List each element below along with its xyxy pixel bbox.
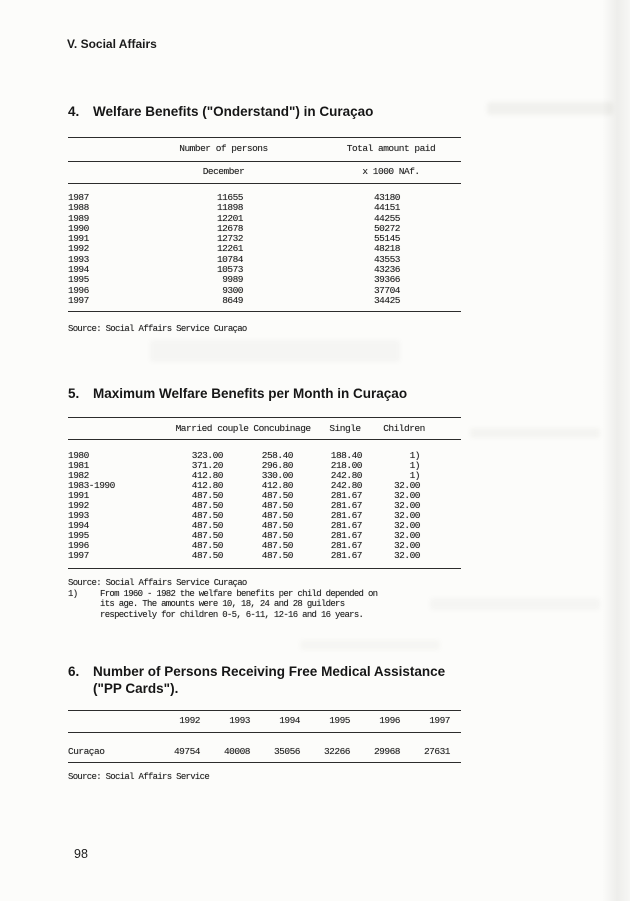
source-note: Source: Social Affairs Service Curaçao <box>68 578 247 588</box>
amount-cell: 43236 <box>373 264 400 276</box>
t4-amount-column-subheader: x 1000 NAf. <box>362 166 420 178</box>
table-row <box>68 193 461 203</box>
amount-cell: 39366 <box>373 274 400 286</box>
year-column-header: 1996 <box>379 715 400 727</box>
persons-cell: 11898 <box>216 202 243 214</box>
year-cell: 1994 <box>68 264 89 276</box>
children-cell: 32.00 <box>393 540 420 551</box>
persons-cell: 12201 <box>216 212 243 224</box>
section-5-number: 5. <box>68 386 80 401</box>
scan-artifact <box>150 340 400 362</box>
amount-cell: 44255 <box>373 212 400 224</box>
single-cell: 281.67 <box>330 500 362 511</box>
children-cell: 32.00 <box>393 530 420 541</box>
t6-header-row <box>68 711 461 732</box>
table-rule <box>68 762 461 763</box>
married-couple-cell: 487.50 <box>191 540 223 551</box>
source-note: Source: Social Affairs Service Curaçao <box>68 324 247 335</box>
value-cell: 27631 <box>423 746 450 757</box>
married-couple-cell: 487.50 <box>191 500 223 511</box>
year-cell: 1992 <box>68 500 89 511</box>
married-couple-cell: 487.50 <box>191 550 223 561</box>
t5-concubinage-column-header: Concubinage <box>253 422 311 434</box>
children-cell: 32.00 <box>393 490 420 501</box>
section-6-heading <box>93 663 445 697</box>
t5-header-row <box>68 418 461 439</box>
chapter-header: V. Social Affairs <box>67 37 157 51</box>
t5-single-column-header: Single <box>329 422 361 434</box>
year-cell: 1981 <box>68 460 89 471</box>
persons-cell: 12261 <box>216 243 243 255</box>
year-cell: 1997 <box>68 294 89 306</box>
scan-artifact <box>470 428 600 438</box>
amount-cell: 48218 <box>373 243 400 255</box>
concubinage-cell: 487.50 <box>261 510 293 521</box>
married-couple-cell: 487.50 <box>191 520 223 531</box>
page-number: 98 <box>74 847 88 861</box>
persons-cell: 12678 <box>216 222 243 234</box>
t4-amount-column-header: Total amount paid <box>346 143 436 155</box>
married-couple-cell: 412.80 <box>191 470 223 481</box>
persons-cell: 12732 <box>216 233 243 245</box>
concubinage-cell: 487.50 <box>261 520 293 531</box>
max-benefits-table <box>68 417 461 569</box>
section-6-heading-line2: ("PP Cards"). <box>93 681 179 696</box>
concubinage-cell: 296.80 <box>261 460 293 471</box>
single-cell: 281.67 <box>330 530 362 541</box>
table-row <box>68 214 461 224</box>
concubinage-cell: 487.50 <box>261 550 293 561</box>
single-cell: 281.67 <box>330 520 362 531</box>
t4-header-row <box>68 138 461 161</box>
footnote-line: its age. The amounts were 10, 18, 24 and 28 guilders <box>100 599 345 610</box>
table-row <box>68 234 461 244</box>
year-cell: 1996 <box>68 284 89 296</box>
value-cell: 49754 <box>173 746 200 757</box>
table-row <box>68 286 461 296</box>
section-6-heading-line1: Number of Persons Receiving Free Medical Assistance <box>93 664 446 679</box>
table-row <box>68 265 461 275</box>
persons-cell: 10784 <box>216 253 243 265</box>
table-rule <box>68 311 461 312</box>
table-row <box>68 224 461 234</box>
year-cell: 1983-1990 <box>68 480 115 491</box>
married-couple-cell: 487.50 <box>191 510 223 521</box>
table-row <box>68 746 461 757</box>
year-cell: 1992 <box>68 243 89 255</box>
table-row <box>68 296 461 306</box>
children-cell: 32.00 <box>393 550 420 561</box>
children-cell: 1) <box>409 450 420 461</box>
year-cell: 1991 <box>68 233 89 245</box>
single-cell: 281.67 <box>330 550 362 561</box>
year-cell: 1994 <box>68 520 89 531</box>
year-cell: 1996 <box>68 540 89 551</box>
t4-body <box>68 184 461 311</box>
year-cell: 1997 <box>68 550 89 561</box>
amount-cell: 43180 <box>373 192 400 203</box>
year-cell: 1991 <box>68 490 89 501</box>
section-maximum-welfare-benefits <box>68 386 461 621</box>
year-cell: 1988 <box>68 202 89 214</box>
region-label-cell: Curaçao <box>68 746 105 757</box>
married-couple-cell: 487.50 <box>191 490 223 501</box>
amount-cell: 43553 <box>373 253 400 265</box>
single-cell: 218.00 <box>330 460 362 471</box>
concubinage-cell: 487.50 <box>261 490 293 501</box>
children-cell: 32.00 <box>393 480 420 491</box>
table-row <box>68 244 461 254</box>
year-cell: 1993 <box>68 253 89 265</box>
year-column-header: 1997 <box>429 715 450 727</box>
footnote-line: respectively for children 0-5, 6-11, 12-16 and 16 years. <box>100 609 364 620</box>
section-pp-cards <box>68 663 461 783</box>
concubinage-cell: 487.50 <box>261 540 293 551</box>
children-cell: 32.00 <box>393 510 420 521</box>
t4-subheader-row <box>68 162 461 183</box>
value-cell: 29968 <box>373 746 400 757</box>
section-6-number: 6. <box>68 664 80 679</box>
t5-body <box>68 440 461 568</box>
persons-cell: 11655 <box>216 192 243 203</box>
married-couple-cell: 412.80 <box>191 480 223 491</box>
persons-cell: 8649 <box>222 294 243 306</box>
t6-value-cells <box>150 746 450 757</box>
scan-edge-shadow <box>602 0 630 901</box>
year-column-header: 1992 <box>179 715 200 727</box>
children-cell: 32.00 <box>393 520 420 531</box>
table-row <box>68 275 461 285</box>
concubinage-cell: 412.80 <box>261 480 293 491</box>
value-cell: 32266 <box>323 746 350 757</box>
t5-married-column-header: Married couple <box>175 422 249 434</box>
amount-cell: 34425 <box>373 294 400 306</box>
year-column-header: 1995 <box>329 715 350 727</box>
table-row <box>68 255 461 265</box>
year-cell: 1987 <box>68 192 89 203</box>
year-cell: 1995 <box>68 530 89 541</box>
welfare-benefits-table <box>68 137 461 312</box>
source-note: Source: Social Affairs Service <box>68 772 210 782</box>
single-cell: 188.40 <box>330 450 362 461</box>
year-column-header: 1993 <box>229 715 250 727</box>
amount-cell: 55145 <box>373 233 400 245</box>
children-cell: 1) <box>409 470 420 481</box>
footnote-text <box>100 589 377 621</box>
single-cell: 281.67 <box>330 540 362 551</box>
value-cell: 40008 <box>223 746 250 757</box>
footnote <box>68 589 461 621</box>
t4-persons-column-header: Number of persons <box>179 143 268 155</box>
t5-children-column-header: Children <box>383 422 425 434</box>
year-column-header: 1994 <box>279 715 300 727</box>
t4-persons-column-subheader: December <box>202 166 245 178</box>
section-6-title <box>68 663 461 697</box>
persons-cell: 10573 <box>216 264 243 276</box>
single-cell: 242.80 <box>330 470 362 481</box>
t6-body <box>68 733 461 762</box>
year-cell: 1990 <box>68 222 89 234</box>
footnote-marker: 1) <box>68 588 78 599</box>
concubinage-cell: 487.50 <box>261 500 293 511</box>
table-row <box>68 203 461 213</box>
section-4-title <box>68 104 461 120</box>
children-cell: 32.00 <box>393 500 420 511</box>
concubinage-cell: 258.40 <box>261 450 293 461</box>
single-cell: 281.67 <box>330 510 362 521</box>
section-welfare-benefits <box>68 104 461 335</box>
amount-cell: 50272 <box>373 222 400 234</box>
section-5-title <box>68 386 461 402</box>
section-5-heading: Maximum Welfare Benefits per Month in Curaçao <box>93 386 408 401</box>
t6-year-headers <box>150 716 450 726</box>
section-4-number: 4. <box>68 104 80 119</box>
persons-cell: 9989 <box>222 274 243 286</box>
pp-cards-table <box>68 710 461 763</box>
year-cell: 1982 <box>68 470 89 481</box>
concubinage-cell: 330.00 <box>261 470 293 481</box>
table-rule <box>68 568 461 569</box>
footnote-line: From 1960 - 1982 the welfare benefits per child depended on <box>100 588 378 599</box>
year-cell: 1995 <box>68 274 89 286</box>
married-couple-cell: 487.50 <box>191 530 223 541</box>
married-couple-cell: 323.00 <box>191 450 223 461</box>
single-cell: 281.67 <box>330 490 362 501</box>
value-cell: 35056 <box>273 746 300 757</box>
amount-cell: 37704 <box>373 284 400 296</box>
children-cell: 1) <box>409 460 420 471</box>
persons-cell: 9300 <box>222 284 243 296</box>
year-cell: 1993 <box>68 510 89 521</box>
amount-cell: 44151 <box>373 202 400 214</box>
scan-artifact <box>300 640 440 650</box>
year-cell: 1989 <box>68 212 89 224</box>
table-row <box>68 551 461 561</box>
scan-artifact <box>487 102 613 115</box>
married-couple-cell: 371.20 <box>191 460 223 471</box>
section-4-heading: Welfare Benefits ("Onderstand") in Curaçao <box>93 104 374 119</box>
single-cell: 242.80 <box>330 480 362 491</box>
concubinage-cell: 487.50 <box>261 530 293 541</box>
year-cell: 1980 <box>68 450 89 461</box>
